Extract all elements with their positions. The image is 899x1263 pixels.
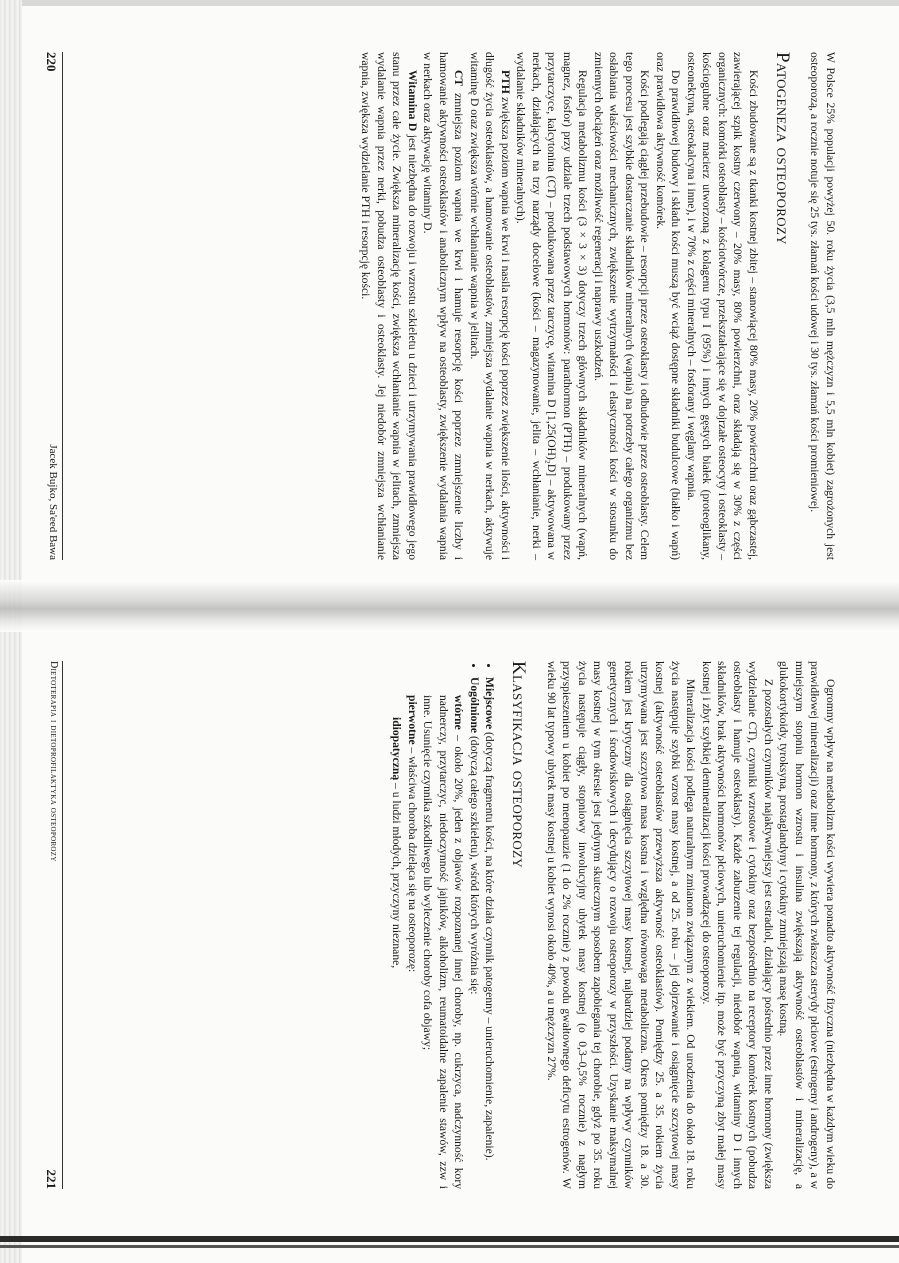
page-footer xyxy=(43,661,63,1189)
sub-item-text: – właściwa choroba dzieląca się na osteoporozę: xyxy=(406,744,419,973)
paragraph: Mineralizacja kości podlega naturalnym zmianom związanym z wiekiem. Od urodzenia do około 18. roku życia następuje szybki wzrost masy kostnej, a od 25. roku – jej dojrzewanie i osiągnięcie szczytowej masy kostnej (aktywność osteoblastów przewyższa aktywność osteoklastów). Pomiędzy 25. a 35. rokiem życia utrzymywana jest szczytowa masa kostna i względna równowaga metaboliczna. Okres pomiędzy 18. a 30. rokiem jest krytyczny dla osiągnięcia szczytowej masy kostnej, najbardziej podatny na wpływy czynników genetycznych i środowiskowych i decydujący o rozwoju osteoporozy w przyszłości. Uzyskanie maksymalnej masy kostnej w tym okresie jest jedynym skutecznym sposobem zapobiegania tej chorobie, gdyż po 35. roku życia następuje ciągły, stopniowy inwolucyjny ubytek masy kostnej (o 0,3–0,5% rocznie) z nagłym przyspieszeniem u kobiet po menopauzie (1 do 2% rocznie) z powodu gwałtownego deficytu estrogenów. W wieku 90 lat typowy ubytek masy kostnej u kobiet wynosi około 40%, a u mężczyzn 27%. xyxy=(545,661,698,1189)
list-item xyxy=(482,677,498,1189)
scan-edge-top xyxy=(0,0,899,6)
term-local: Miejscowe xyxy=(483,677,497,730)
paragraph: Kości zbudowane są z tkanki kostnej zbitej – stanowiącej 80% masy, 20% powierzchni oraz gąbczastej, zawierającej szpik kostny czerwony – 20% masy, 80% powierzchni, oraz składają się w 30% z części organicznych: komórki osteoblasty – kościotwórcze, przekształcające się w dojrzałe osteocyty i osteoklasty – kościogubne oraz macierz utworzoną z kolagenu typu I (95%) i innych gęstych białek (proteoglikany, osteonektyna, osteokalcyna i inne), i w 70% z części mineralnych – fosforany i węglany wapnia. xyxy=(685,52,760,560)
page-220 xyxy=(43,46,838,566)
sub-sub-item xyxy=(389,717,405,1189)
intro-paragraph: W Polsce 25% populacji powyżej 50. roku życia (3,5 mln mężczyzn i 5,5 mln kobiet) zagrożonych jest osteoporozą, a rocznie notuje się 25 tys. złamań kości udowej i 30 tys. złamań kości promieniowej. xyxy=(808,52,837,560)
paragraph-vitamin-d xyxy=(358,52,420,560)
paragraph: Do prawidłowej budowy i składu kości muszą być wciąż dostępne składniki budulcowe (białko i wapń) oraz prawidłowa aktywność komórek. xyxy=(654,52,683,560)
term-general: Uogólnione xyxy=(468,677,481,734)
term-pth: PTH xyxy=(499,70,512,94)
running-title: Dietoterapia i dietoprofilaktyka osteoporozy xyxy=(48,661,59,862)
term-primary: pierwotne xyxy=(406,695,419,745)
term-ct: CT xyxy=(452,70,466,87)
paragraph: Regulacja metabolizmu kości (3 × 3 × 3) dotyczy trzech głównych składników mineralnych (wapń, magnez, fosfor) przy udziale trzech podstawowych hormonów: parathormon (PTH) – produkowany przez przytarczyce, kalcytonina (CT) – produkowana przez tarczycę, witamina D [1,25(OH)₂D] – aktywowana w nerkach, działających na trzy narządy docelowe (kości – magazynowanie, jelita – wchłanianie, nerki – wydalanie składników mineralnych). xyxy=(514,52,590,560)
sub-item xyxy=(405,695,421,1189)
paragraph: Kości podlegają ciągłej przebudowie – resorpcji przez osteoklasty i odbudowie przez osteoblasty. Celem tego procesu jest szybkie dostarczanie składników mineralnych (wapnia) na potrzeby całego organizmu bez osłabiania właściwości mechanicznych, zwiększenie wytrzymałości i elastyczności kości w stosunku do zmiennych obciążeń oraz możliwość regeneracji i naprawy uszkodzeń. xyxy=(592,52,652,560)
page-number: 221 xyxy=(44,1169,59,1189)
author-line: Jacek Bujko, Sa'eed Bawa xyxy=(47,444,59,560)
term-vitamin-d: Witamina D xyxy=(406,70,419,132)
book-gutter-shadow xyxy=(0,580,899,632)
page-number: 220 xyxy=(44,52,59,72)
page-221 xyxy=(43,655,838,1195)
section-title-classification: Klasyfikacja osteoporozy xyxy=(508,661,530,868)
paragraph-ct xyxy=(420,52,467,560)
term-secondary: wtórne xyxy=(452,695,466,730)
scan-bottom-edge-secondary xyxy=(0,1245,899,1248)
list-item-text: (dotyczą fragmentu kości, na które działa czynnik patogenny – unieruchomienie, zapalenie). xyxy=(483,729,497,1161)
paragraph-text: zmniejsza poziom wapnia we krwi i hamuje resorpcję kości poprzez zmniejszenie liczby i hamowanie aktywności osteoklastów i anabolicznym wpływ na osteoblasty, zwiększenie wydalania wapnia w nerkach oraz aktywację witaminy D. xyxy=(421,52,466,560)
section-title-pathogenesis: Patogeneza osteoporozy xyxy=(772,52,793,245)
sub-item xyxy=(420,695,467,1189)
paragraph: Ogromny wpływ na metabolizm kości wywiera ponadto aktywność fizyczna (niezbędna w każdym wieku do prawidłowej mineralizacji) oraz inne hormony, z których zwłaszcza sterydy płciowe (estrogeny i androgeny), a w mniejszym stopniu hormon wzrostu i insulina zwiększają aktywność osteoblastów i mineralizację, a glukokortykoidy, tyroksyna, prostaglandyny i cytokiny zmniejszają masę kostną. xyxy=(777,661,837,1189)
term-idiopathic: idiopatyczną xyxy=(390,717,404,781)
paragraph: Z pozostałych czynników najaktywniejszy jest estradiol, działający pośrednio przez inne hormony (zwiększa wydzielanie CT), czynniki wzrostowe i cytokiny oraz bezpośrednio na receptory komórek kostnych (pobudza osteoblasty i hamuje osteoklasty). Każde zaburzenie tej regulacji, niedobór wapnia, witaminy D i innych składników, brak aktywności hormonów płciowych, unieruchomienie itp. może być przyczyną zbyt małej masy kostnej i zbyt szybkiej demineralizacji kości prowadzącej do osteoporozy. xyxy=(700,661,775,1189)
paragraph-pth xyxy=(467,52,514,560)
scan-bottom-edge xyxy=(0,1236,899,1242)
list-item xyxy=(389,677,482,1189)
paragraph-text: zwiększa poziom wapnia we krwi i nasila resorpcję kości poprzez zwiększenie ilości, aktywności i długość życia osteoklastów, a hamowanie osteoblastów, zmniejsza wydalanie wapnia w nerkach, aktywuje witaminę D oraz zwiększa wtórnie wchłanianie wapnia w jelitach. xyxy=(468,52,512,560)
list-item-text: (dotyczą całego szkieletu), wśród których wyróżnia się: xyxy=(468,733,481,995)
sub-item-text: – u ludzi młodych, przyczyny nieznane, xyxy=(390,780,404,969)
paragraph-text: jest niezbędna do rozwoju i wzrostu szkieletu u dzieci i utrzymywania prawidłowego jego stanu przez całe życie. Zwiększa mineralizację kości, zwiększa wchłanianie wapnia w jelitach, zmniejsza wydalanie wapnia przez nerki, pobudza osteoblasty i osteoklasty. Jej niedobór zmniejsza wchłanianie wapnia, zwiększa wydzielanie PTH i resorpcję kości. xyxy=(359,52,419,560)
sub-item-text: – około 20%, jeden z objawów rozpoznanej innej choroby, np. cukrzyca, nadczynność kory nadnerczy, przytarczyc, niedoczynność jajników, alkoholizm, reumatoidalne zapalenie stawów, zzw i inne. Usunięcie czynnika szkodliwego lub wyleczenie choroby cofa objawy; xyxy=(421,695,466,1189)
classification-list xyxy=(389,661,498,1189)
page-footer xyxy=(43,52,63,560)
